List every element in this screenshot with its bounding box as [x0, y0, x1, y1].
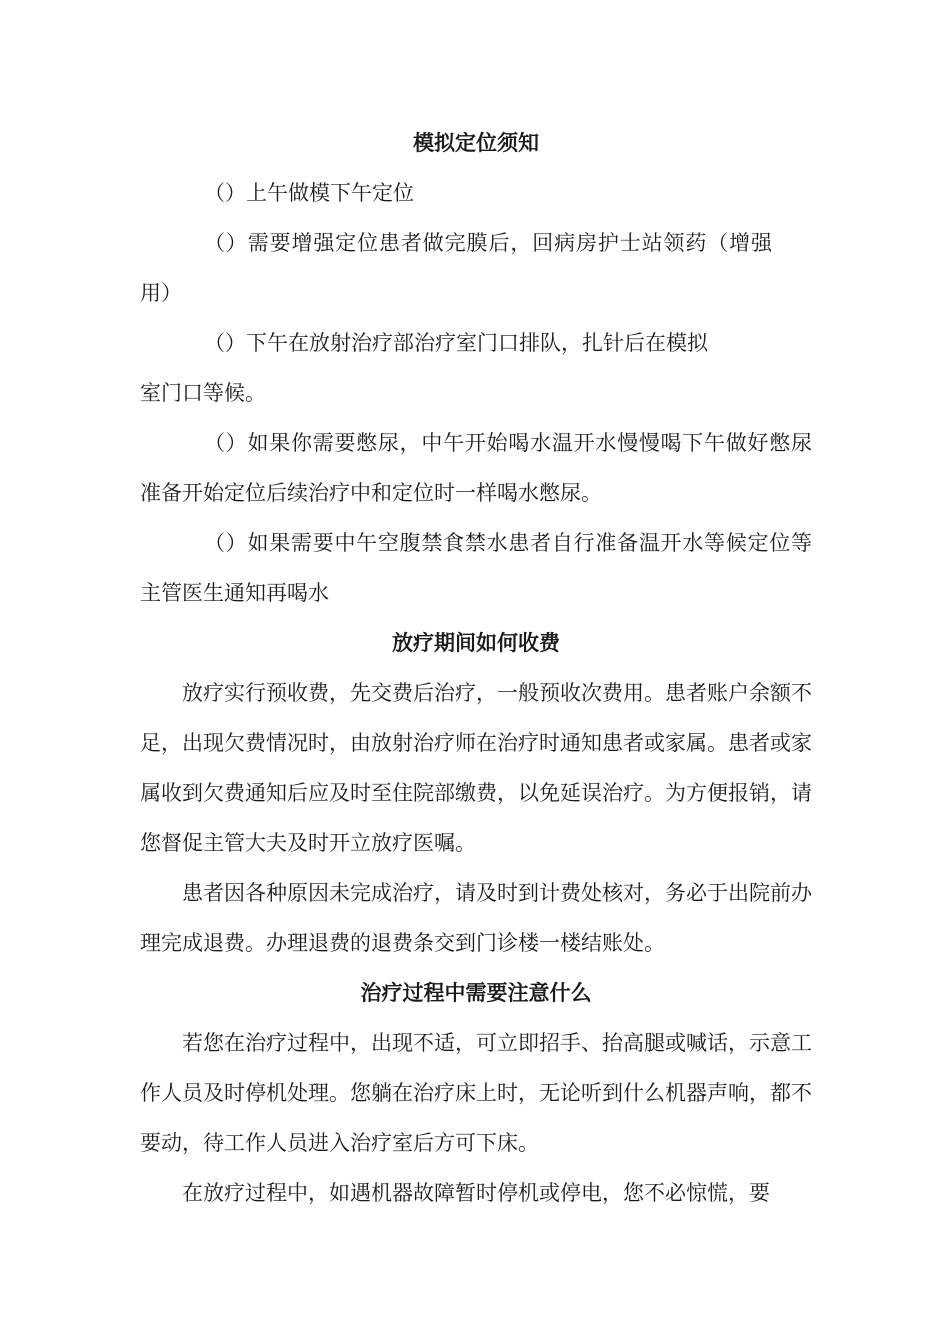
section-heading-positioning: 模拟定位须知: [413, 130, 539, 155]
paragraph: 在放疗过程中，如遇机器故障暂时停机或停电，您不必惊慌，要: [182, 1181, 770, 1205]
list-item: （）下午在放射治疗部治疗室门口排队，扎针后在模拟室门口等候。: [140, 331, 708, 405]
list-item: （）如果需要中午空腹禁食禁水患者自行准备温开水等候定位等主管医生通知再喝水: [140, 531, 812, 605]
list-item: （）如果你需要憋尿，中午开始喝水温开水慢慢喝下午做好憋尿准备开始定位后续治疗中和定位时一样喝水憋尿。: [140, 431, 812, 505]
document-page: [140, 118, 812, 1218]
list-item: （）需要增强定位患者做完膜后，回病房护士站领药（增强用）: [140, 231, 772, 305]
paragraph: 若您在治疗过程中，出现不适，可立即招手、抬高腿或喊话，示意工作人员及时停机处理。您躺在治疗床上时，无论听到什么机器声响，都不要动，待工作人员进入治疗室后方可下床。: [140, 1031, 812, 1155]
paragraph: 患者因各种原因未完成治疗，请及时到计费处核对，务必于出院前办理完成退费。办理退费的退费条交到门诊楼一楼结账处。: [140, 881, 812, 955]
paragraph: 放疗实行预收费，先交费后治疗，一般预收次费用。患者账户余额不足，出现欠费情况时，由放射治疗师在治疗时通知患者或家属。患者或家属收到欠费通知后应及时至住院部缴费，以免延误治疗。为方便报销，请您督促主管大夫及时开立放疗医嘱。: [140, 681, 812, 855]
list-item: （）上午做模下午定位: [204, 181, 414, 205]
section-heading-treatment-notes: 治疗过程中需要注意什么: [360, 980, 592, 1005]
section-heading-billing: 放疗期间如何收费: [392, 630, 560, 655]
